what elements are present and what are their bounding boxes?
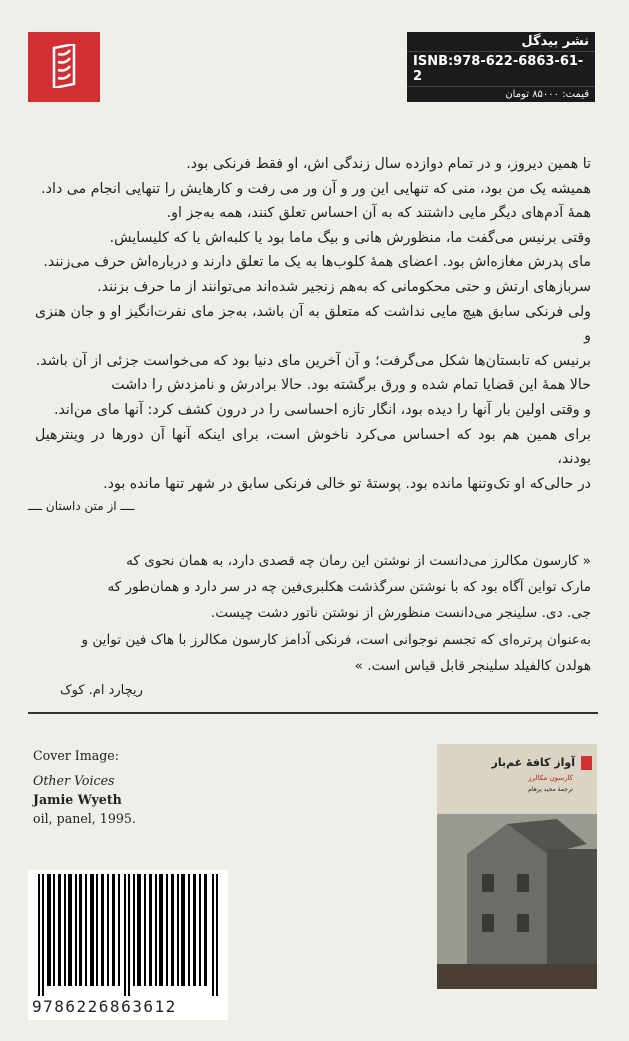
thumbnail-author: کارسون مکالرز <box>528 774 573 782</box>
excerpt-line: برای همین هم بود که احساس می‌کرد ناخوش است، برای اینکه آنها آن دورها در وینترهیل بودند، <box>35 426 591 468</box>
thumbnail-translator: ترجمهٔ مجید پرهام <box>528 786 573 793</box>
thumbnail-logo <box>581 756 592 770</box>
house-painting-image <box>437 814 597 989</box>
quote-author: ریچارد ام. کوک <box>60 683 143 698</box>
logo-leaf-icon <box>50 44 78 88</box>
isbn-label: ISNB:978-622-6863-61-2 <box>407 52 595 87</box>
excerpt-line: سربازهای ارتش و حتی محکومانی که به‌هم زنجیر شده‌اند می‌توانند از ما حرف بزنند. <box>97 278 591 295</box>
quote-line: جی. دی. سلینجر می‌دانست منظورش از نوشتن ناتور دشت چیست. <box>210 605 591 622</box>
artwork-title: Other Voices <box>33 773 115 788</box>
quote-line: مارک تواین آگاه بود که با نوشتن سرگذشت هکلبری‌فین چه در سر دارد و همان‌طور که <box>107 579 591 596</box>
excerpt-line: همهٔ آدم‌های دیگر مایی داشتند که به آن احساس تعلق کنند، همه به‌جز او. <box>166 205 591 222</box>
quote-line: « کارسون مکالرز می‌دانست از نوشتن این رمان چه قصدی دارد، به همان نحوی که <box>126 553 591 569</box>
quote-line: به‌عنوان پرتره‌ای که تجسم نوجوانی است، فرنکی آدامز کارسون مکالرز با هاک فین تواین و <box>81 631 591 648</box>
publisher-info-box <box>407 32 595 102</box>
excerpt-source: ــــ از متن داستان ــــ <box>28 499 135 513</box>
barcode-bars <box>38 874 218 996</box>
excerpt-line: ولی فرنکی سابق هیچ مایی نداشت که متعلق به آن باشد، به‌جز مای نفرت‌انگیز او و جان هنزی و <box>35 303 591 345</box>
publisher-name: نشر بیدگل <box>407 32 595 52</box>
cover-credit <box>33 746 136 828</box>
excerpt-line: همیشه یک من بود، منی که تنهایی این ور و آن ور می رفت و کارهایش را تنهایی انجام می داد. <box>41 180 591 197</box>
publisher-logo <box>28 32 100 102</box>
cover-credit-heading: Cover Image: <box>33 748 119 763</box>
thumbnail-title: آواز کافهٔ غم‌بار <box>491 756 575 769</box>
artist-name: Jamie Wyeth <box>33 792 122 807</box>
artwork-medium: oil, panel, 1995. <box>33 811 136 826</box>
front-cover-thumbnail <box>437 744 597 989</box>
price-label: قیمت: ۸۵۰۰۰ تومان <box>505 89 589 100</box>
quote-line: هولدن کالفیلد سلینجر قابل قیاس است. » <box>354 657 591 674</box>
excerpt-line: تا همین دیروز، و در تمام دوازده سال زندگی اش، او فقط فرنکی بود. <box>186 156 591 172</box>
excerpt-line: و وقتی اولین بار آنها را دیده بود، انگار تازه احساسی را در درون کشف کرد: آنها مای من‌اند. <box>53 401 591 418</box>
excerpt-line: برنیس که تابستان‌ها شکل می‌گرفت؛ و آن آخرین مای دنیا بود که می‌خواست جزئی از آن باشد. <box>35 352 591 369</box>
thumbnail-header <box>437 744 597 814</box>
excerpt-line: در حالی‌که او تک‌وتنها مانده بود. پوستهٔ تو خالی فرنکی سابق در شهر تنها مانده بود. <box>103 475 591 492</box>
excerpt-line: مای پدرش مغازه‌اش بود. اعضای همهٔ کلوب‌ها به یک ما تعلق دارند و درباره‌اش حرف می‌زنند. <box>43 254 591 271</box>
excerpt-text <box>35 152 591 496</box>
excerpt-line: وقتی برنیس می‌گفت ما، منظورش هانی و بیگ ماما بود یا کلبه‌اش یا که کلیسایش. <box>109 229 591 246</box>
excerpt-line: حالا همهٔ این قضایا تمام شده و ورق برگشته بود. حالا برادرش و نامزدش را داشت <box>111 377 591 394</box>
divider <box>28 712 598 714</box>
barcode-number: 9786226863612 <box>32 997 177 1016</box>
barcode <box>28 870 228 1020</box>
review-quote <box>51 548 591 679</box>
